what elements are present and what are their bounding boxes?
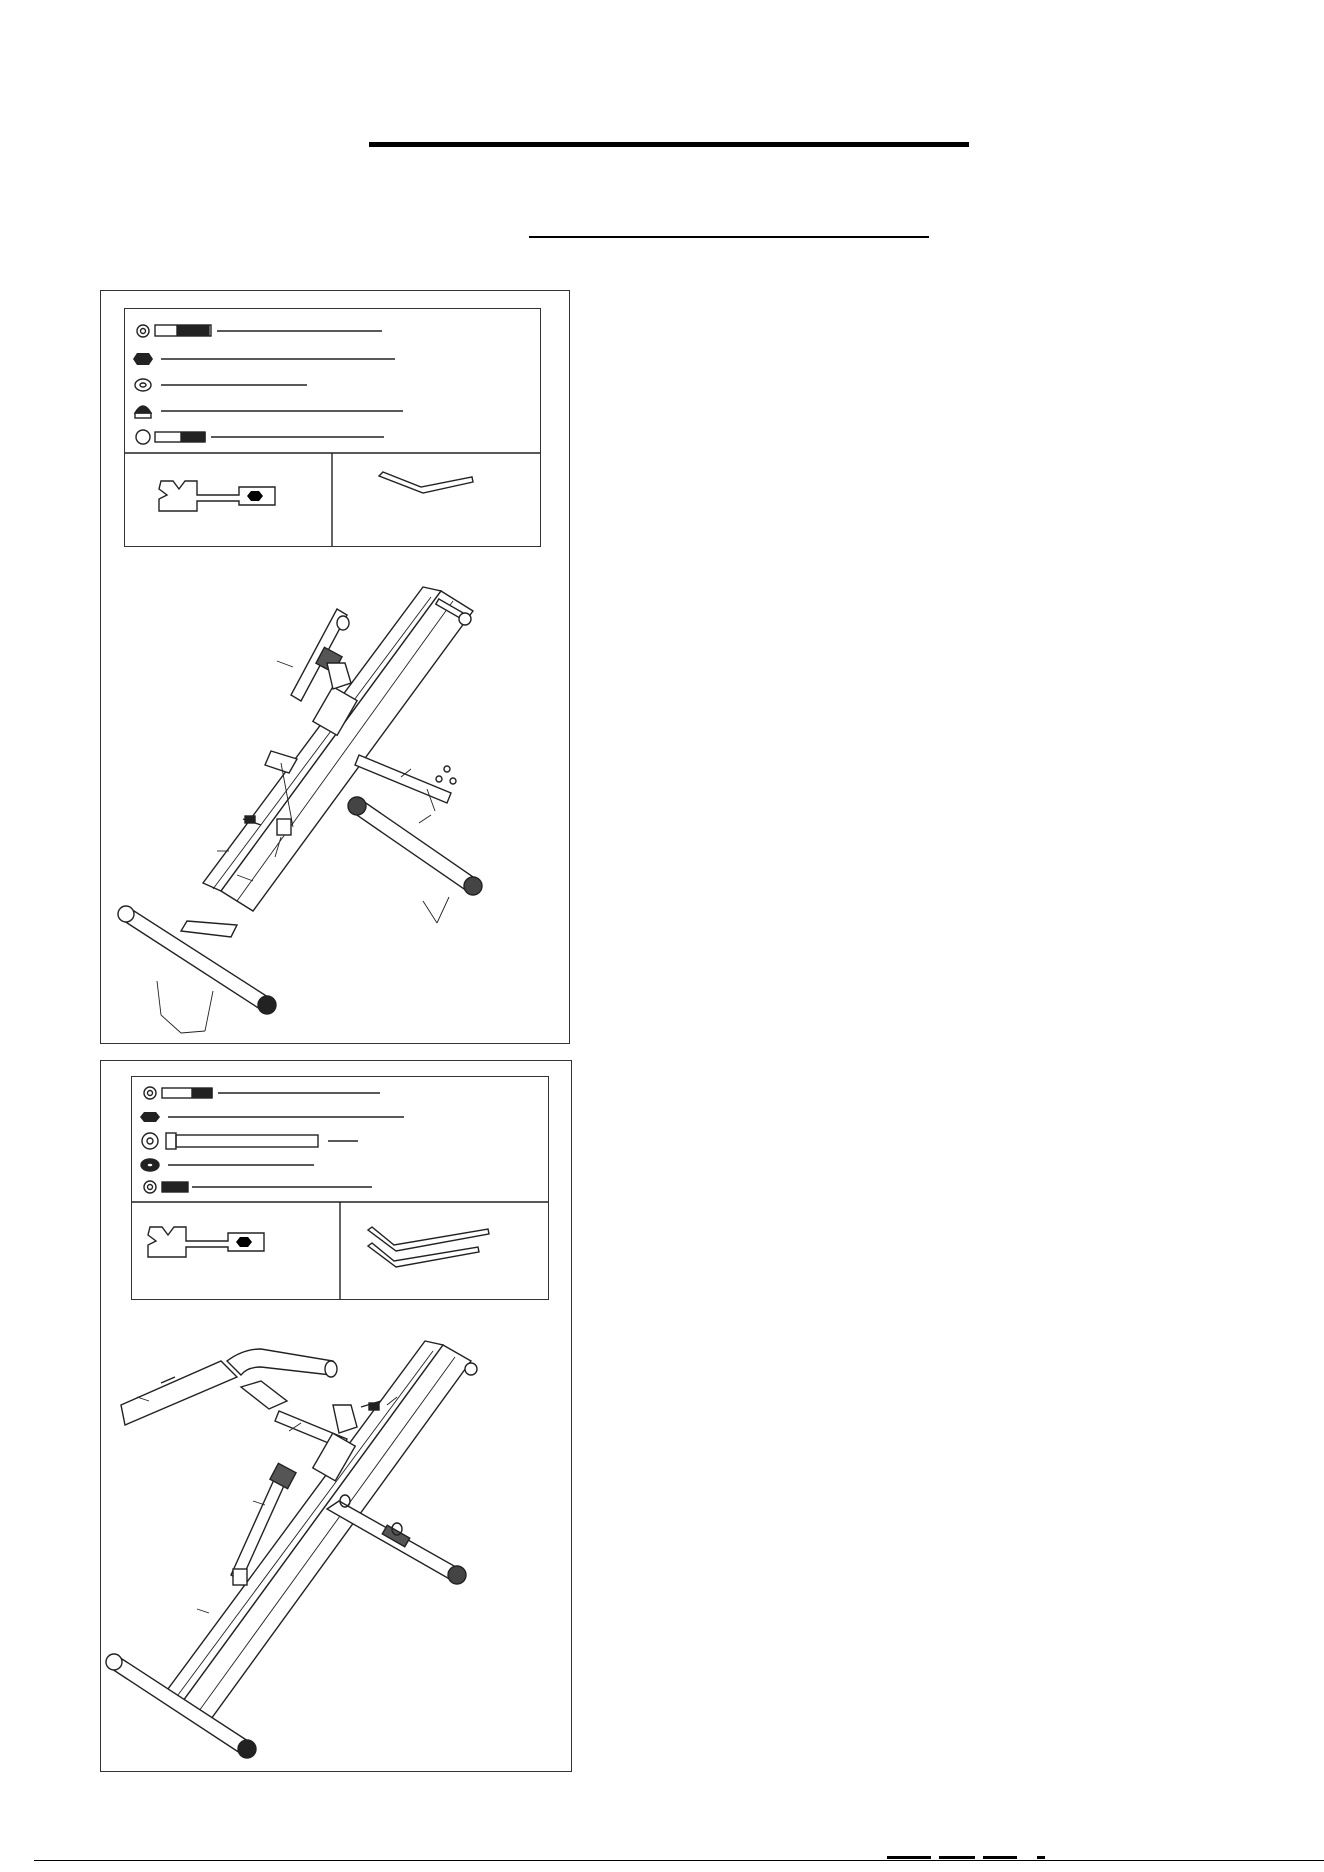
step-1-panel	[100, 290, 570, 1044]
footer-marks	[887, 1856, 1087, 1860]
title-rule	[369, 142, 969, 147]
subtitle-rule	[529, 236, 929, 238]
step-1-frame-drawing	[101, 291, 569, 1043]
step-2-panel	[100, 1060, 572, 1772]
footer-rule	[34, 1860, 1324, 1861]
step-2-frame-drawing	[101, 1061, 571, 1771]
